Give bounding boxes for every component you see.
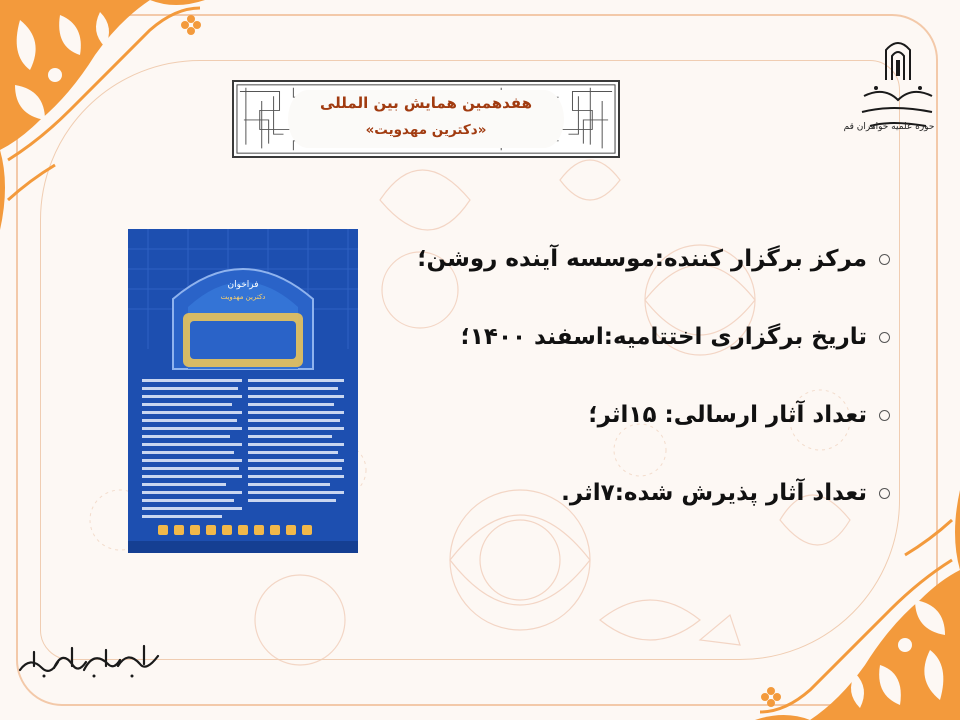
logo-caption: حوزه علمیه خواهران قم: [843, 122, 935, 132]
small-flower-ornament: [760, 686, 782, 708]
poster-title: فراخوان: [227, 280, 259, 290]
list-item: [370, 470, 890, 516]
poster-subtitle: دکترین مهدویت: [220, 293, 266, 301]
organizer-text: مرکز برگزار کننده:موسسه آینده روشن؛: [417, 246, 867, 272]
title-line-2: «دکترین مهدویت»: [365, 122, 487, 138]
list-item: [370, 314, 890, 360]
closing-date-text: تاریخ برگزاری اختتامیه:اسفند ۱۴۰۰؛: [460, 324, 867, 350]
bullet-circle-icon: [879, 410, 890, 421]
accepted-works-text: تعداد آثار پذیرش شده:۷اثر.: [561, 480, 867, 506]
event-poster-image[interactable]: [128, 229, 358, 553]
small-flower-ornament: [180, 14, 202, 36]
bullet-circle-icon: [879, 332, 890, 343]
bullet-circle-icon: [879, 488, 890, 499]
submitted-works-text: تعداد آثار ارسالی: ۱۵اثر؛: [588, 402, 867, 428]
calligraphy-signature-icon: [14, 640, 164, 680]
corner-ornament-top-left: [0, 0, 210, 230]
info-list: [370, 236, 890, 548]
list-item: [370, 236, 890, 282]
title-box: [232, 80, 620, 158]
title-line-1: هفدهمین همایش بین المللی: [319, 94, 533, 112]
list-item: [370, 392, 890, 438]
bullet-circle-icon: [879, 254, 890, 265]
